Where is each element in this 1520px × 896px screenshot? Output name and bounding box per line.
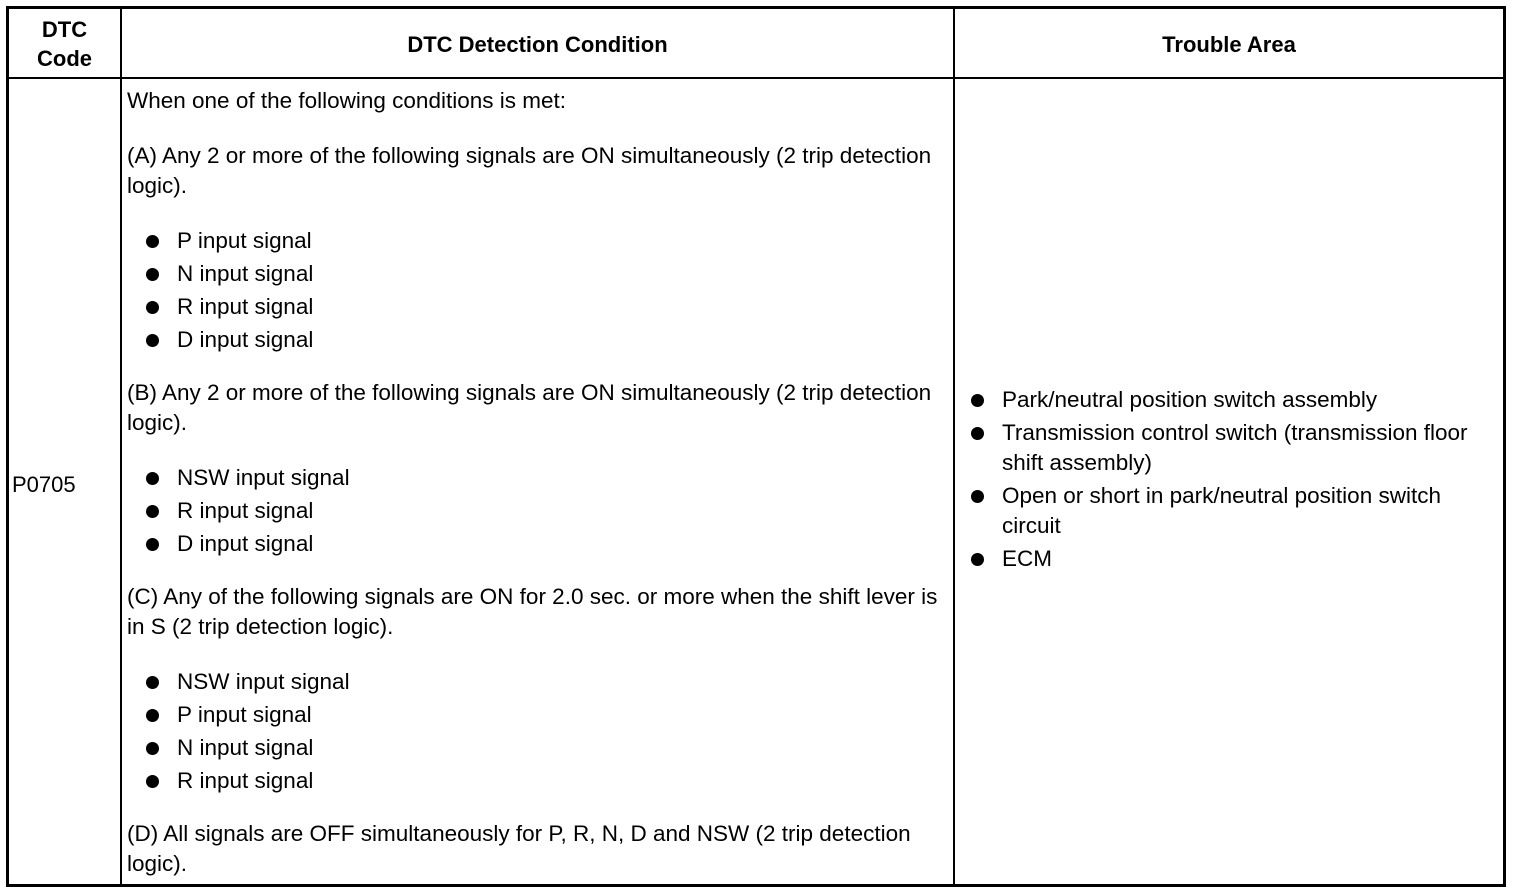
- bullet-icon: [146, 709, 159, 722]
- condition-c-text: (C) Any of the following signals are ON for 2.0 sec. or more when the shift lever is in S (2 trip detection logic).: [127, 584, 938, 639]
- bullet-icon: [971, 427, 984, 440]
- condition-intro: When one of the following conditions is met:: [127, 88, 566, 113]
- list-item: [967, 418, 1497, 478]
- bullet-icon: [146, 676, 159, 689]
- signal-label: R input signal: [177, 768, 314, 793]
- trouble-area-label: Open or short in park/neutral position switch circuit: [1002, 483, 1441, 538]
- trouble-area-label: Transmission control switch (transmission floor shift assembly): [1002, 420, 1468, 475]
- condition-a-signal-list: [127, 226, 952, 358]
- signal-label: NSW input signal: [177, 465, 350, 490]
- header-detection-condition-label: DTC Detection Condition: [407, 31, 668, 57]
- dtc-code-value: P0705: [12, 472, 76, 497]
- trouble-area-list: [967, 385, 1497, 577]
- bullet-icon: [146, 742, 159, 755]
- bullet-icon: [146, 235, 159, 248]
- header-dtc-code-label: DTC Code: [37, 17, 92, 71]
- signal-label: P input signal: [177, 702, 312, 727]
- list-item: [967, 385, 1497, 415]
- bullet-icon: [146, 538, 159, 551]
- signal-label: NSW input signal: [177, 669, 350, 694]
- signal-label: R input signal: [177, 498, 314, 523]
- condition-b-text: (B) Any 2 or more of the following signals are ON simultaneously (2 trip detection logic).: [127, 380, 932, 435]
- list-item: [127, 766, 952, 799]
- header-trouble-area: [955, 9, 1503, 79]
- header-detection-condition: [122, 9, 953, 79]
- condition-a-text: (A) Any 2 or more of the following signals are ON simultaneously (2 trip detection logic).: [127, 143, 932, 198]
- condition-c-signal-list: [127, 667, 952, 799]
- list-item: [127, 496, 952, 529]
- bullet-icon: [971, 394, 984, 407]
- trouble-area-label: Park/neutral position switch assembly: [1002, 387, 1378, 412]
- list-item: [127, 529, 952, 562]
- detection-condition-cell: [127, 86, 952, 879]
- condition-d-text: (D) All signals are OFF simultaneously for P, R, N, D and NSW (2 trip detection logic).: [127, 821, 911, 876]
- list-item: [127, 667, 952, 700]
- signal-label: D input signal: [177, 531, 314, 556]
- signal-label: R input signal: [177, 294, 314, 319]
- list-item: [127, 463, 952, 496]
- column-divider: [953, 9, 955, 884]
- signal-label: N input signal: [177, 261, 314, 286]
- condition-b-signal-list: [127, 463, 952, 562]
- header-trouble-area-label: Trouble Area: [1162, 31, 1296, 57]
- signal-label: D input signal: [177, 327, 314, 352]
- bullet-icon: [146, 268, 159, 281]
- list-item: [967, 544, 1497, 574]
- bullet-icon: [146, 301, 159, 314]
- list-item: [967, 481, 1497, 541]
- list-item: [127, 259, 952, 292]
- bullet-icon: [146, 775, 159, 788]
- signal-label: P input signal: [177, 228, 312, 253]
- list-item: [127, 292, 952, 325]
- column-divider: [120, 9, 122, 884]
- list-item: [127, 226, 952, 259]
- header-dtc-code: [9, 9, 120, 79]
- bullet-icon: [971, 553, 984, 566]
- bullet-icon: [146, 334, 159, 347]
- bullet-icon: [971, 490, 984, 503]
- bullet-icon: [146, 472, 159, 485]
- trouble-area-label: ECM: [1002, 546, 1052, 571]
- signal-label: N input signal: [177, 735, 314, 760]
- list-item: [127, 700, 952, 733]
- bullet-icon: [146, 505, 159, 518]
- list-item: [127, 733, 952, 766]
- list-item: [127, 325, 952, 358]
